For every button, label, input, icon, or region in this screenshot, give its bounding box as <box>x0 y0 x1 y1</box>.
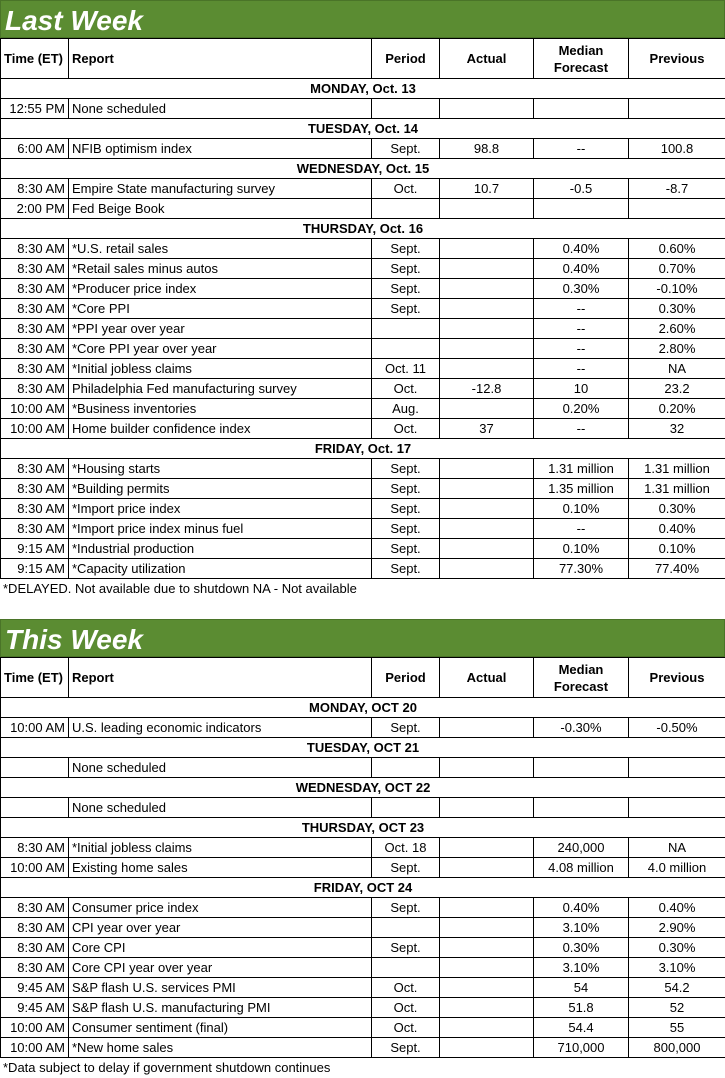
table-row <box>1 539 725 559</box>
cell-report: Consumer sentiment (final) <box>69 1018 372 1038</box>
cell-previous: 800,000 <box>629 1038 725 1058</box>
header-actual: Actual <box>440 658 534 698</box>
table-row <box>1 139 725 159</box>
cell-previous <box>629 798 725 818</box>
cell-period: Sept. <box>372 718 440 738</box>
cell-period <box>372 798 440 818</box>
cell-median: 0.10% <box>534 539 629 559</box>
cell-actual <box>440 199 534 219</box>
cell-report: Existing home sales <box>69 858 372 878</box>
day-label: FRIDAY, Oct. 17 <box>1 439 725 459</box>
cell-actual <box>440 838 534 858</box>
cell-period: Sept. <box>372 259 440 279</box>
day-header-row <box>1 878 725 898</box>
cell-report: U.S. leading economic indicators <box>69 718 372 738</box>
cell-report: *Producer price index <box>69 279 372 299</box>
cell-report: *Initial jobless claims <box>69 359 372 379</box>
cell-median: 4.08 million <box>534 858 629 878</box>
day-header-row <box>1 119 725 139</box>
table-row <box>1 798 725 818</box>
footnote: *DELAYED. Not available due to shutdown NA - Not available <box>3 581 357 596</box>
cell-period: Oct. <box>372 1018 440 1038</box>
cell-previous: NA <box>629 838 725 858</box>
table-row <box>1 499 725 519</box>
table-row <box>1 918 725 938</box>
header-row <box>1 658 725 698</box>
cell-median: -0.5 <box>534 179 629 199</box>
cell-time: 8:30 AM <box>1 479 69 499</box>
cell-time: 8:30 AM <box>1 519 69 539</box>
cell-median <box>534 199 629 219</box>
table-row <box>1 279 725 299</box>
cell-median: 0.40% <box>534 239 629 259</box>
cell-time: 10:00 AM <box>1 399 69 419</box>
cell-period: Aug. <box>372 399 440 419</box>
day-label: MONDAY, Oct. 13 <box>1 79 725 99</box>
cell-previous: 0.40% <box>629 519 725 539</box>
cell-previous: 54.2 <box>629 978 725 998</box>
cell-report: *U.S. retail sales <box>69 239 372 259</box>
cell-time: 8:30 AM <box>1 838 69 858</box>
cell-period <box>372 99 440 119</box>
day-header-row <box>1 159 725 179</box>
cell-report: *PPI year over year <box>69 319 372 339</box>
header-previous: Previous <box>629 39 725 79</box>
cell-report: *Core PPI <box>69 299 372 319</box>
cell-report: NFIB optimism index <box>69 139 372 159</box>
day-header-row <box>1 738 725 758</box>
table-row <box>1 339 725 359</box>
table-row <box>1 559 725 579</box>
table-row <box>1 519 725 539</box>
table-row <box>1 898 725 918</box>
calendar-table <box>0 38 725 579</box>
cell-period: Oct. 18 <box>372 838 440 858</box>
cell-time: 8:30 AM <box>1 898 69 918</box>
header-median-line2: Forecast <box>553 678 609 694</box>
cell-previous: 100.8 <box>629 139 725 159</box>
table-row <box>1 1018 725 1038</box>
cell-median: 3.10% <box>534 958 629 978</box>
cell-median: -0.30% <box>534 718 629 738</box>
cell-period: Sept. <box>372 279 440 299</box>
section-gap <box>0 599 725 619</box>
cell-report: *Building permits <box>69 479 372 499</box>
cell-median: 240,000 <box>534 838 629 858</box>
cell-time: 8:30 AM <box>1 359 69 379</box>
cell-report: *Capacity utilization <box>69 559 372 579</box>
header-row <box>1 39 725 79</box>
cell-median: -- <box>534 299 629 319</box>
cell-report: *Business inventories <box>69 399 372 419</box>
cell-period: Sept. <box>372 479 440 499</box>
cell-actual: -12.8 <box>440 379 534 399</box>
cell-median: -- <box>534 139 629 159</box>
cell-actual <box>440 239 534 259</box>
cell-previous <box>629 99 725 119</box>
cell-median <box>534 798 629 818</box>
cell-report: S&P flash U.S. services PMI <box>69 978 372 998</box>
cell-time: 8:30 AM <box>1 319 69 339</box>
cell-actual <box>440 798 534 818</box>
cell-previous: 55 <box>629 1018 725 1038</box>
cell-time: 9:15 AM <box>1 539 69 559</box>
cell-actual <box>440 718 534 738</box>
table-row <box>1 838 725 858</box>
cell-period: Oct. <box>372 379 440 399</box>
day-header-row <box>1 439 725 459</box>
cell-time: 12:55 PM <box>1 99 69 119</box>
cell-previous: 1.31 million <box>629 479 725 499</box>
cell-period <box>372 758 440 778</box>
cell-previous: -0.10% <box>629 279 725 299</box>
header-actual: Actual <box>440 39 534 79</box>
cell-period: Sept. <box>372 519 440 539</box>
cell-period: Sept. <box>372 938 440 958</box>
cell-previous: 0.30% <box>629 299 725 319</box>
cell-median <box>534 758 629 778</box>
cell-time <box>1 758 69 778</box>
header-period: Period <box>372 658 440 698</box>
table-row <box>1 1038 725 1058</box>
table-row <box>1 858 725 878</box>
cell-report: None scheduled <box>69 99 372 119</box>
cell-time: 8:30 AM <box>1 918 69 938</box>
table-row <box>1 399 725 419</box>
cell-previous: NA <box>629 359 725 379</box>
table-row <box>1 259 725 279</box>
cell-time: 6:00 AM <box>1 139 69 159</box>
cell-actual <box>440 539 534 559</box>
cell-report: None scheduled <box>69 798 372 818</box>
header-report: Report <box>69 39 372 79</box>
cell-median: 0.30% <box>534 938 629 958</box>
cell-actual <box>440 479 534 499</box>
cell-period: Sept. <box>372 559 440 579</box>
cell-period: Oct. <box>372 998 440 1018</box>
cell-time: 2:00 PM <box>1 199 69 219</box>
cell-previous: 1.31 million <box>629 459 725 479</box>
day-label: MONDAY, OCT 20 <box>1 698 725 718</box>
cell-time: 8:30 AM <box>1 239 69 259</box>
cell-report: CPI year over year <box>69 918 372 938</box>
section-this-week <box>0 619 725 1078</box>
cell-report: Fed Beige Book <box>69 199 372 219</box>
cell-period <box>372 199 440 219</box>
table-row <box>1 319 725 339</box>
cell-report: *Import price index minus fuel <box>69 519 372 539</box>
cell-median: 1.35 million <box>534 479 629 499</box>
cell-time: 8:30 AM <box>1 459 69 479</box>
day-label: FRIDAY, OCT 24 <box>1 878 725 898</box>
cell-report: Core CPI year over year <box>69 958 372 978</box>
table-row <box>1 99 725 119</box>
table-row <box>1 938 725 958</box>
cell-actual: 98.8 <box>440 139 534 159</box>
table-row <box>1 179 725 199</box>
cell-actual <box>440 938 534 958</box>
cell-actual <box>440 319 534 339</box>
cell-report: *Import price index <box>69 499 372 519</box>
cell-actual <box>440 978 534 998</box>
table-row <box>1 998 725 1018</box>
cell-median: 77.30% <box>534 559 629 579</box>
day-header-row <box>1 219 725 239</box>
cell-previous: 0.70% <box>629 259 725 279</box>
cell-period <box>372 339 440 359</box>
cell-median <box>534 99 629 119</box>
cell-time: 10:00 AM <box>1 718 69 738</box>
cell-previous: 32 <box>629 419 725 439</box>
cell-report: S&P flash U.S. manufacturing PMI <box>69 998 372 1018</box>
header-report: Report <box>69 658 372 698</box>
table-row <box>1 758 725 778</box>
cell-previous: 77.40% <box>629 559 725 579</box>
cell-time: 8:30 AM <box>1 279 69 299</box>
cell-median: -- <box>534 359 629 379</box>
cell-actual <box>440 279 534 299</box>
cell-time: 8:30 AM <box>1 379 69 399</box>
table-row <box>1 718 725 738</box>
cell-median: -- <box>534 519 629 539</box>
cell-time: 10:00 AM <box>1 1038 69 1058</box>
cell-median: 1.31 million <box>534 459 629 479</box>
table-row <box>1 199 725 219</box>
cell-median: 3.10% <box>534 918 629 938</box>
cell-previous: 2.90% <box>629 918 725 938</box>
cell-previous: 52 <box>629 998 725 1018</box>
cell-median: -- <box>534 319 629 339</box>
cell-previous <box>629 199 725 219</box>
cell-time: 8:30 AM <box>1 958 69 978</box>
cell-period: Oct. <box>372 978 440 998</box>
cell-period: Sept. <box>372 499 440 519</box>
cell-report: *Retail sales minus autos <box>69 259 372 279</box>
cell-actual <box>440 259 534 279</box>
cell-previous: -8.7 <box>629 179 725 199</box>
cell-report: Consumer price index <box>69 898 372 918</box>
cell-report: Philadelphia Fed manufacturing survey <box>69 379 372 399</box>
cell-median: -- <box>534 339 629 359</box>
cell-actual <box>440 499 534 519</box>
cell-actual <box>440 898 534 918</box>
cell-time: 10:00 AM <box>1 858 69 878</box>
cell-period: Sept. <box>372 1038 440 1058</box>
cell-actual <box>440 99 534 119</box>
table-row <box>1 379 725 399</box>
header-median-forecast <box>534 658 629 698</box>
day-header-row <box>1 818 725 838</box>
table-row <box>1 299 725 319</box>
cell-median: 54.4 <box>534 1018 629 1038</box>
cell-median: 710,000 <box>534 1038 629 1058</box>
cell-period: Sept. <box>372 299 440 319</box>
cell-time: 8:30 AM <box>1 179 69 199</box>
cell-median: 0.40% <box>534 898 629 918</box>
cell-period: Oct. 11 <box>372 359 440 379</box>
cell-median: 0.40% <box>534 259 629 279</box>
cell-actual <box>440 399 534 419</box>
day-label: WEDNESDAY, OCT 22 <box>1 778 725 798</box>
table-row <box>1 459 725 479</box>
cell-previous <box>629 758 725 778</box>
table-row <box>1 239 725 259</box>
cell-time: 10:00 AM <box>1 419 69 439</box>
header-previous: Previous <box>629 658 725 698</box>
cell-time: 10:00 AM <box>1 1018 69 1038</box>
cell-actual <box>440 758 534 778</box>
cell-period: Sept. <box>372 898 440 918</box>
cell-actual: 37 <box>440 419 534 439</box>
cell-time: 9:45 AM <box>1 998 69 1018</box>
cell-period: Sept. <box>372 459 440 479</box>
cell-report: Core CPI <box>69 938 372 958</box>
cell-report: *New home sales <box>69 1038 372 1058</box>
cell-report: *Initial jobless claims <box>69 838 372 858</box>
cell-time: 9:45 AM <box>1 978 69 998</box>
header-median-forecast <box>534 39 629 79</box>
day-label: WEDNESDAY, Oct. 15 <box>1 159 725 179</box>
cell-actual <box>440 1038 534 1058</box>
cell-actual <box>440 339 534 359</box>
cell-period: Sept. <box>372 239 440 259</box>
cell-previous: 23.2 <box>629 379 725 399</box>
day-header-row <box>1 778 725 798</box>
cell-previous: 4.0 million <box>629 858 725 878</box>
table-row <box>1 359 725 379</box>
cell-report: None scheduled <box>69 758 372 778</box>
cell-report: *Industrial production <box>69 539 372 559</box>
cell-previous: 0.10% <box>629 539 725 559</box>
cell-median: 0.30% <box>534 279 629 299</box>
cell-previous: 0.30% <box>629 938 725 958</box>
cell-previous: 0.30% <box>629 499 725 519</box>
cell-time: 8:30 AM <box>1 938 69 958</box>
day-header-row <box>1 79 725 99</box>
cell-actual: 10.7 <box>440 179 534 199</box>
cell-time: 9:15 AM <box>1 559 69 579</box>
section-title: This Week <box>0 619 725 657</box>
cell-median: 10 <box>534 379 629 399</box>
cell-period <box>372 918 440 938</box>
cell-actual <box>440 559 534 579</box>
header-time: Time (ET) <box>1 658 69 698</box>
cell-actual <box>440 359 534 379</box>
cell-previous: 2.60% <box>629 319 725 339</box>
cell-actual <box>440 858 534 878</box>
cell-actual <box>440 459 534 479</box>
cell-median: 0.10% <box>534 499 629 519</box>
cell-actual <box>440 299 534 319</box>
cell-previous: 0.60% <box>629 239 725 259</box>
cell-report: *Core PPI year over year <box>69 339 372 359</box>
day-label: TUESDAY, Oct. 14 <box>1 119 725 139</box>
cell-period <box>372 958 440 978</box>
cell-report: Home builder confidence index <box>69 419 372 439</box>
cell-time: 8:30 AM <box>1 499 69 519</box>
header-time: Time (ET) <box>1 39 69 79</box>
cell-previous: 2.80% <box>629 339 725 359</box>
cell-median: 54 <box>534 978 629 998</box>
footnote: *Data subject to delay if government shutdown continues <box>3 1060 331 1075</box>
section-title: Last Week <box>0 0 725 38</box>
cell-previous: 3.10% <box>629 958 725 978</box>
day-label: TUESDAY, OCT 21 <box>1 738 725 758</box>
header-median-line1: Median <box>558 661 604 677</box>
day-label: THURSDAY, OCT 23 <box>1 818 725 838</box>
cell-actual <box>440 958 534 978</box>
cell-period: Sept. <box>372 139 440 159</box>
cell-actual <box>440 1018 534 1038</box>
header-period: Period <box>372 39 440 79</box>
cell-previous: 0.40% <box>629 898 725 918</box>
day-label: THURSDAY, Oct. 16 <box>1 219 725 239</box>
cell-time: 8:30 AM <box>1 259 69 279</box>
cell-report: *Housing starts <box>69 459 372 479</box>
header-median-line1: Median <box>558 42 604 58</box>
cell-period: Oct. <box>372 419 440 439</box>
cell-median: -- <box>534 419 629 439</box>
cell-previous: -0.50% <box>629 718 725 738</box>
table-row <box>1 978 725 998</box>
cell-previous: 0.20% <box>629 399 725 419</box>
cell-period <box>372 319 440 339</box>
table-row <box>1 479 725 499</box>
day-header-row <box>1 698 725 718</box>
cell-report: Empire State manufacturing survey <box>69 179 372 199</box>
table-row <box>1 419 725 439</box>
cell-period: Oct. <box>372 179 440 199</box>
table-row <box>1 958 725 978</box>
cell-actual <box>440 519 534 539</box>
cell-period: Sept. <box>372 858 440 878</box>
cell-time: 8:30 AM <box>1 299 69 319</box>
cell-time: 8:30 AM <box>1 339 69 359</box>
cell-time <box>1 798 69 818</box>
cell-actual <box>440 998 534 1018</box>
calendar-table <box>0 657 725 1058</box>
cell-median: 51.8 <box>534 998 629 1018</box>
cell-actual <box>440 918 534 938</box>
header-median-line2: Forecast <box>553 59 609 75</box>
cell-period: Sept. <box>372 539 440 559</box>
cell-median: 0.20% <box>534 399 629 419</box>
